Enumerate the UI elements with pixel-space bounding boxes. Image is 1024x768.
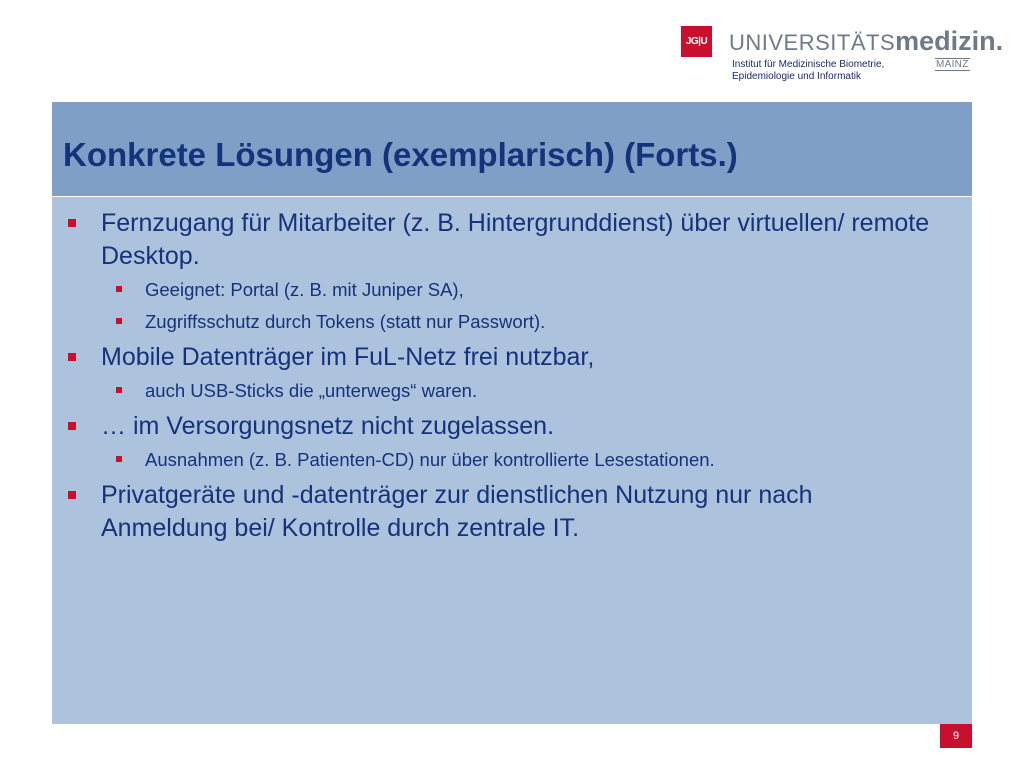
sub-bullet-list: [101, 378, 944, 404]
university-logo: [681, 24, 1004, 94]
content-panel: [52, 197, 972, 724]
bullet-marker-icon: [68, 491, 76, 499]
sub-bullet-text: Zugriffsschutz durch Tokens (statt nur Passwort).: [145, 311, 546, 332]
sub-bullet-marker-icon: [116, 387, 122, 393]
bullet-text: Fernzugang für Mitarbeiter (z. B. Hintergrunddienst) über virtuellen/ remote Desktop.: [101, 209, 930, 270]
jgu-logo-text: JG|U: [685, 36, 708, 47]
bullet-text: Mobile Datenträger im FuL-Netz frei nutzbar,: [101, 343, 595, 371]
slide-title: Konkrete Lösungen (exemplarisch) (Forts.): [63, 136, 738, 173]
sub-bullet-text: auch USB-Sticks die „unterwegs“ waren.: [145, 380, 478, 401]
sub-bullet-list: [101, 277, 944, 335]
jgu-logo-badge: [681, 26, 712, 57]
institute-line-2: Epidemiologie und Informatik: [732, 71, 861, 82]
sub-bullet-marker-icon: [116, 318, 122, 324]
bullet-item: [64, 479, 944, 545]
institute-line-1: Institut für Medizinische Biometrie,: [732, 59, 885, 70]
bullet-text: … im Versorgungsnetz nicht zugelassen.: [101, 412, 555, 440]
city-label: MAINZ: [936, 59, 969, 70]
sub-bullet-text: Ausnahmen (z. B. Patienten-CD) nur über kontrollierte Lesestationen.: [145, 449, 715, 470]
title-band: [52, 102, 972, 196]
bullet-text: Privatgeräte und -datenträger zur dienstlichen Nutzung nur nach Anmeldung bei/ Kontrolle durch zentrale IT.: [101, 481, 813, 542]
bullet-marker-icon: [68, 353, 76, 361]
sub-bullet-item: [64, 378, 944, 404]
sub-bullet-marker-icon: [116, 286, 122, 292]
bullet-list: [64, 207, 944, 549]
sub-bullet-text: Geeignet: Portal (z. B. mit Juniper SA),: [145, 279, 464, 300]
logo-wordmark-prefix: UNIVERSITÄTS: [729, 30, 896, 55]
bullet-item: [64, 341, 944, 404]
bullet-item: [64, 410, 944, 473]
sub-bullet-list: [101, 447, 944, 473]
page-number: 9: [940, 724, 972, 748]
institute-name: [732, 59, 884, 83]
sub-bullet-item: [64, 447, 944, 473]
sub-bullet-item: [64, 309, 944, 335]
sub-bullet-marker-icon: [116, 456, 122, 462]
bullet-marker-icon: [68, 219, 76, 227]
bullet-item: [64, 207, 944, 335]
sub-bullet-item: [64, 277, 944, 303]
bullet-marker-icon: [68, 422, 76, 430]
logo-wordmark-suffix: medizin.: [895, 26, 1004, 56]
